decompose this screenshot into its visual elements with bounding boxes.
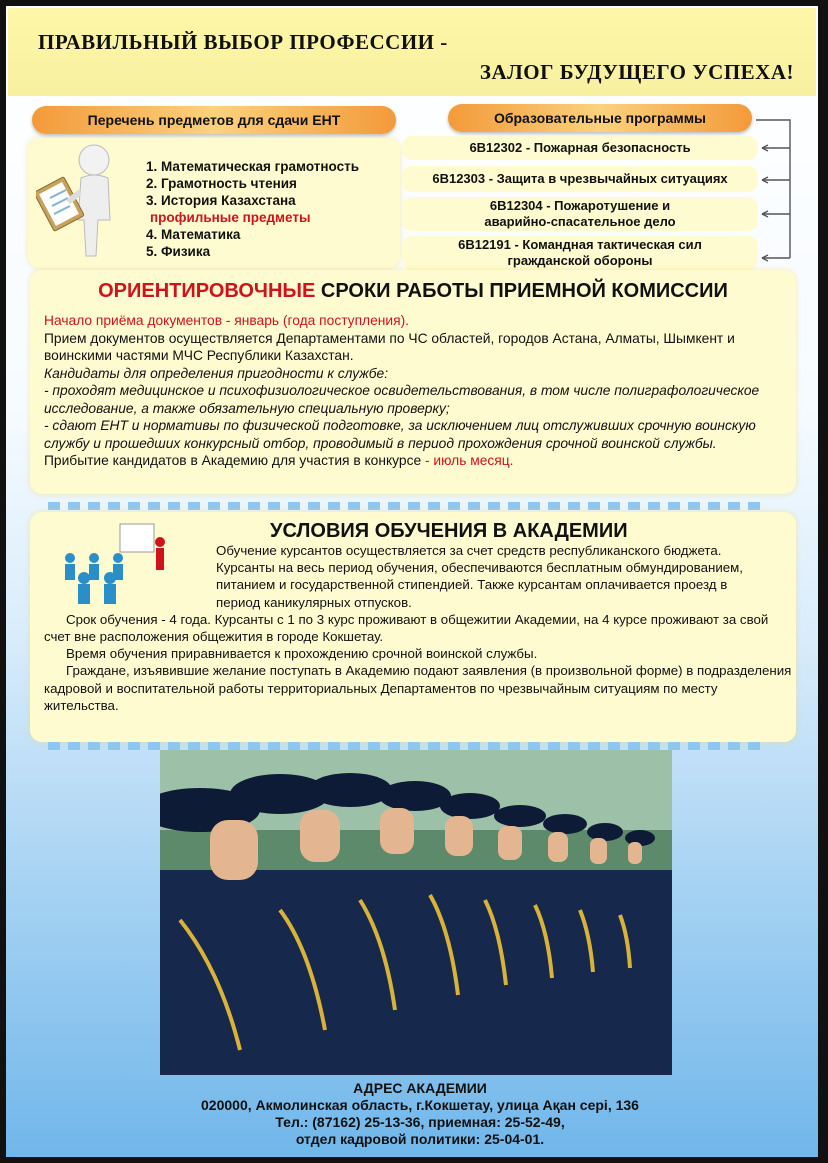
terms-body [44,312,790,470]
address-phone: Тел.: (87162) 25-13-36, приемная: 25-52-49, [275,1114,565,1130]
terms-bullet: - проходят медицинское и психофизиологическое освидетельствования, в том числе полиграфологическое исследование, а также обязательную специальную проверку; [44,383,760,416]
conditions-title: УСЛОВИЯ ОБУЧЕНИЯ В АКАДЕМИИ [270,520,628,542]
terms-arrival: Прибытие кандидатов в Академию для участия в конкурсе [44,453,425,468]
subjects-title: Перечень предметов для сдачи ЕНТ [32,106,396,134]
address-phone-hr: отдел кадровой политики: 25-04-01. [295,1131,545,1147]
conditions-paragraph: Граждане, изъявившие желание поступать в Академию подают заявления (в произвольной форме) в подразделения кадровой и воспитательной работы территориальных Департаментов по чрезвычайным ситуациям по месту жительства. [44,663,792,713]
conditions-paragraph: период каникулярных отпусков. [216,594,412,610]
terms-candidates: Кандидаты для определения пригодности к службе: [44,365,389,381]
terms-title [30,280,796,303]
cadets-photo [160,750,672,1075]
terms-title-red: ОРИЕНТИРОВОЧНЫЕ [98,280,316,302]
classroom-icon [58,520,178,610]
academy-address [150,1080,690,1148]
terms-start: Начало приёма документов - январь (года поступления). [44,313,410,328]
terms-bullet: - сдают ЕНТ и нормативы по физической подготовке, за исключением лиц отслуживших срочную воинскую службу и прошедших конкурсный отбор, проводимый в период прохождения срочной воинской службы. [44,418,756,451]
header-line-1: ПРАВИЛЬНЫЙ ВЫБОР ПРОФЕССИИ - [38,30,448,54]
conditions-paragraph: Срок обучения - 4 года. Курсанты с 1 по 3 курс проживают в общежитии Академии, на 4 курсе проживают за свой счет вне расположения общежития в городе Кокшетау. [44,611,769,645]
subject-profile-label: профильные предметы [150,210,311,225]
conditions-paragraph: питанием и государственной стипендией. Также курсантам оплачивается проезд в [216,577,728,593]
address-title: АДРЕС АКАДЕМИИ [353,1080,487,1096]
program-item: 6В12304 - Пожаротушение и аварийно-спасательное дело [402,197,758,231]
subject-item: 2. Грамотность чтения [146,176,297,191]
person-clipboard-icon [36,140,126,260]
terms-title-rest: СРОКИ РАБОТЫ ПРИЕМНОЙ КОМИССИИ [315,280,728,302]
program-item: 6В12191 - Командная тактическая сил гражданской обороны [402,236,758,270]
program-item: 6В12302 - Пожарная безопасность [402,136,758,160]
program-item: 6В12303 - Защита в чрезвычайных ситуациях [402,166,758,192]
conditions-paragraph: Курсанты на весь период обучения, обеспечиваются бесплатным обмундированием, [216,560,743,576]
programs-title: Образовательные программы [448,104,752,132]
conditions-paragraph: Обучение курсантов осуществляется за счет средств республиканского бюджета. [216,543,722,558]
dashed-divider [48,742,768,750]
conditions-paragraph: Время обучения приравнивается к прохождению срочной воинской службы. [66,646,538,662]
terms-paragraph: Прием документов осуществляется Департаментами по ЧС областей, городов Астана, Алматы, Шымкент и воинскими частями МЧС Республики Казахстан. [44,330,735,363]
terms-arrival-month: - июль месяц. [424,453,514,468]
poster-header [8,8,816,96]
header-line-2: ЗАЛОГ БУДУЩЕГО УСПЕХА! [479,60,794,84]
admission-terms-box [30,270,796,494]
subject-item: 5. Физика [146,244,211,259]
dashed-divider [48,502,768,510]
subject-item: 1. Математическая грамотность [146,159,360,174]
subject-item: 4. Математика [146,227,241,242]
subjects-list [146,158,359,260]
programs-arrows [756,118,796,268]
subject-item: 3. История Казахстана [146,193,296,208]
address-line: 020000, Акмолинская область, г.Кокшетау, улица Ақан сері, 136 [201,1097,639,1113]
